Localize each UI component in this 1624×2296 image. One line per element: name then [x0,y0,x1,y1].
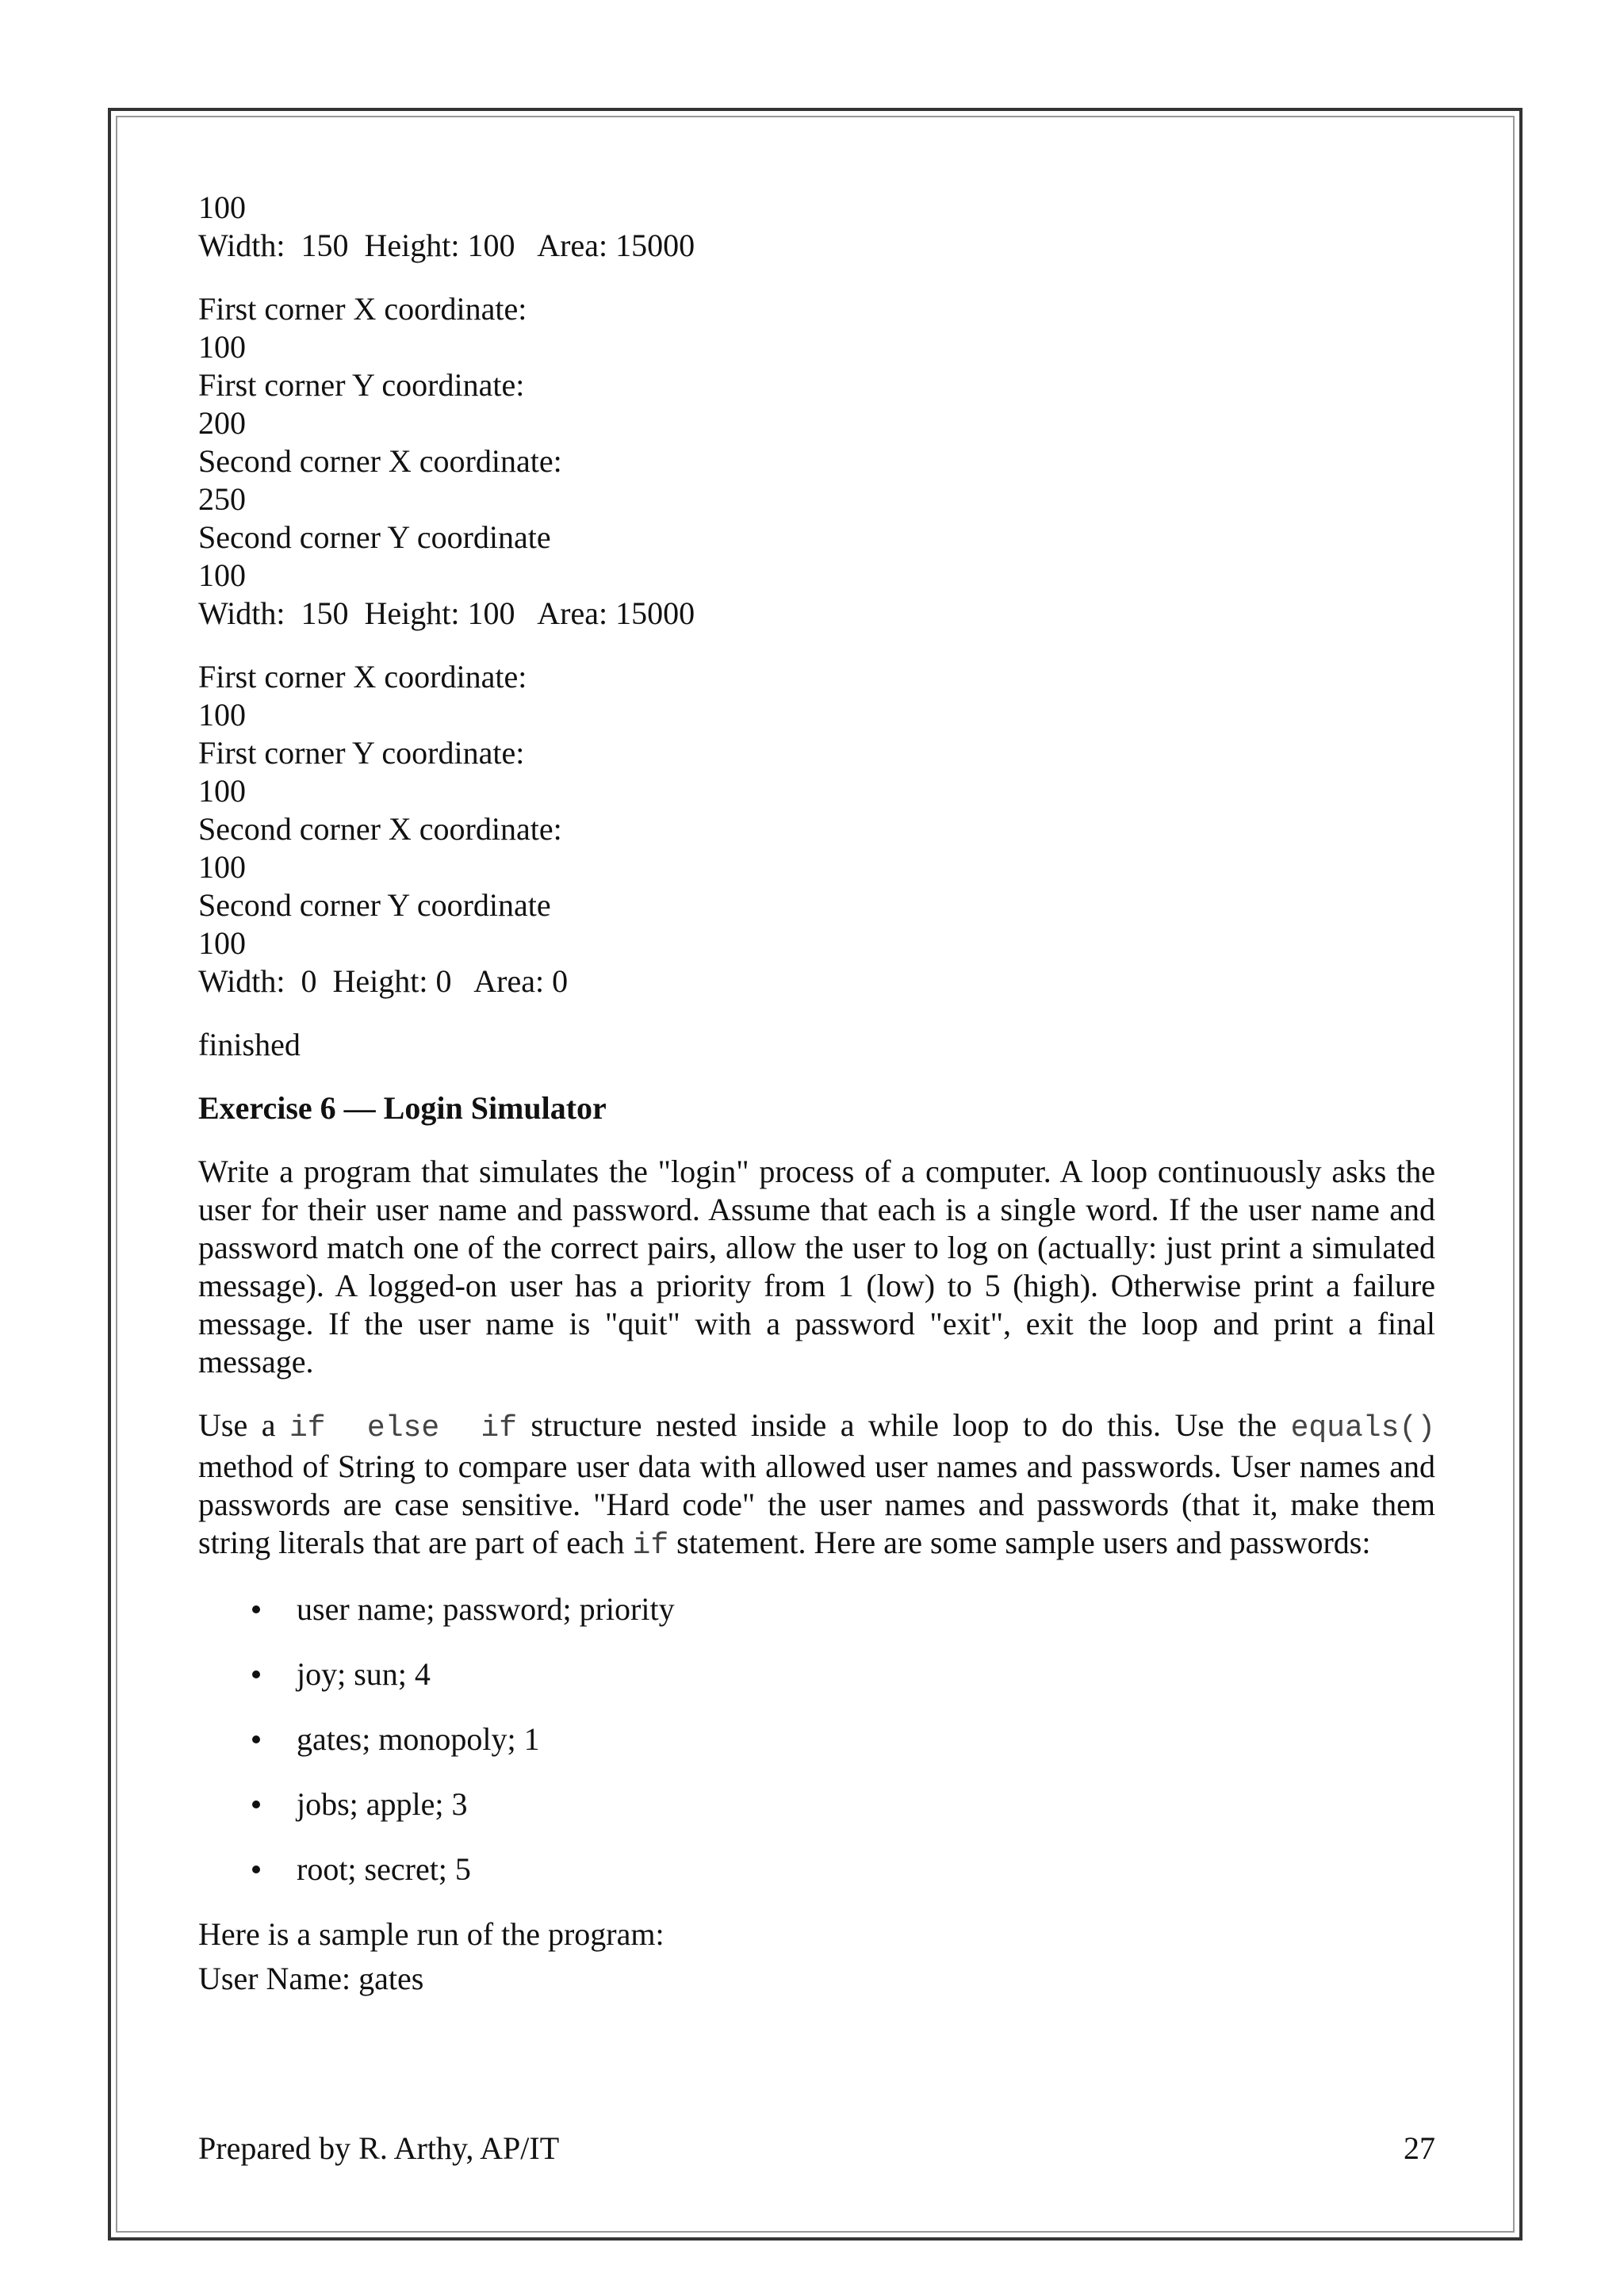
code-equals: equals() [1290,1411,1435,1445]
output-block-1 [198,189,1435,265]
list-item [198,1655,1435,1720]
text-span: structure nested inside a while loop to do this. Use the [517,1407,1291,1443]
output-line: Second corner X coordinate: [198,443,562,479]
output-line: First corner Y coordinate: [198,367,525,403]
list-item-text: joy; sun; 4 [297,1656,431,1692]
exercise-heading: Exercise 6 — Login Simulator [198,1090,607,1126]
list-item-text: gates; monopoly; 1 [297,1721,540,1757]
user-list [198,1590,1435,1915]
page-content [198,189,1435,1998]
output-line: 100 [198,849,246,885]
code-if-else-if: if else if [289,1411,518,1445]
bullet-icon [252,1800,260,1808]
output-line: First corner Y coordinate: [198,735,525,771]
output-line: 250 [198,481,246,517]
output-line: Width: 150 Height: 100 Area: 15000 [198,228,695,263]
output-line: Second corner X coordinate: [198,811,562,847]
output-line: Second corner Y coordinate [198,519,551,555]
instructions-paragraph [198,1406,1435,1565]
list-item [198,1850,1435,1915]
page-number: 27 [1404,2130,1435,2166]
output-line: 100 [198,557,246,593]
output-line: 100 [198,697,246,733]
output-line: 200 [198,405,246,441]
output-line: 100 [198,773,246,809]
output-line: 100 [198,189,246,225]
output-line: First corner X coordinate: [198,659,527,695]
list-item-text: jobs; apple; 3 [297,1786,468,1822]
output-block-3 [198,658,1435,1001]
list-item-text: user name; password; priority [297,1591,675,1627]
page-footer [198,2130,1435,2168]
output-line: 100 [198,329,246,365]
code-if: if [632,1529,669,1563]
output-line: Width: 0 Height: 0 Area: 0 [198,963,569,999]
list-item [198,1785,1435,1850]
list-item-text: root; secret; 5 [297,1851,471,1887]
description-paragraph: Write a program that simulates the "login" process of a computer. A loop continuously asks the user for their user name and password. Assume that each is a single word. If the user name and password match one of the correct pairs, allow the user to log on (actually: just print a simulated message). A logged-on user has a priority from 1 (low) to 5 (high). Otherwise print a failure message. If the user name is "quit" with a password "exit", exit the loop and print a final message. [198,1154,1435,1380]
output-line: 100 [198,925,246,961]
bullet-icon [252,1670,260,1678]
bullet-icon [252,1866,260,1873]
sample-run-line: User Name: gates [198,1961,424,1996]
list-item [198,1720,1435,1785]
bullet-icon [252,1735,260,1743]
output-block-2 [198,290,1435,633]
output-line: First corner X coordinate: [198,291,527,327]
output-line: Width: 150 Height: 100 Area: 15000 [198,595,695,631]
output-line: Second corner Y coordinate [198,887,551,923]
sample-intro: Here is a sample run of the program: [198,1916,665,1952]
text-span: statement. Here are some sample users and passwords: [668,1525,1371,1560]
finished-text: finished [198,1027,301,1062]
bullet-icon [252,1605,260,1613]
list-item [198,1590,1435,1655]
text-span: Use a [198,1407,289,1443]
text-span: method of String to compare user data with allowed user names and passwords. User names and passwords are case sensitive. "Hard code" the user names and passwords (that it, make them string literals that are part of each [198,1448,1435,1560]
footer-author: Prepared by R. Arthy, AP/IT [198,2130,560,2166]
